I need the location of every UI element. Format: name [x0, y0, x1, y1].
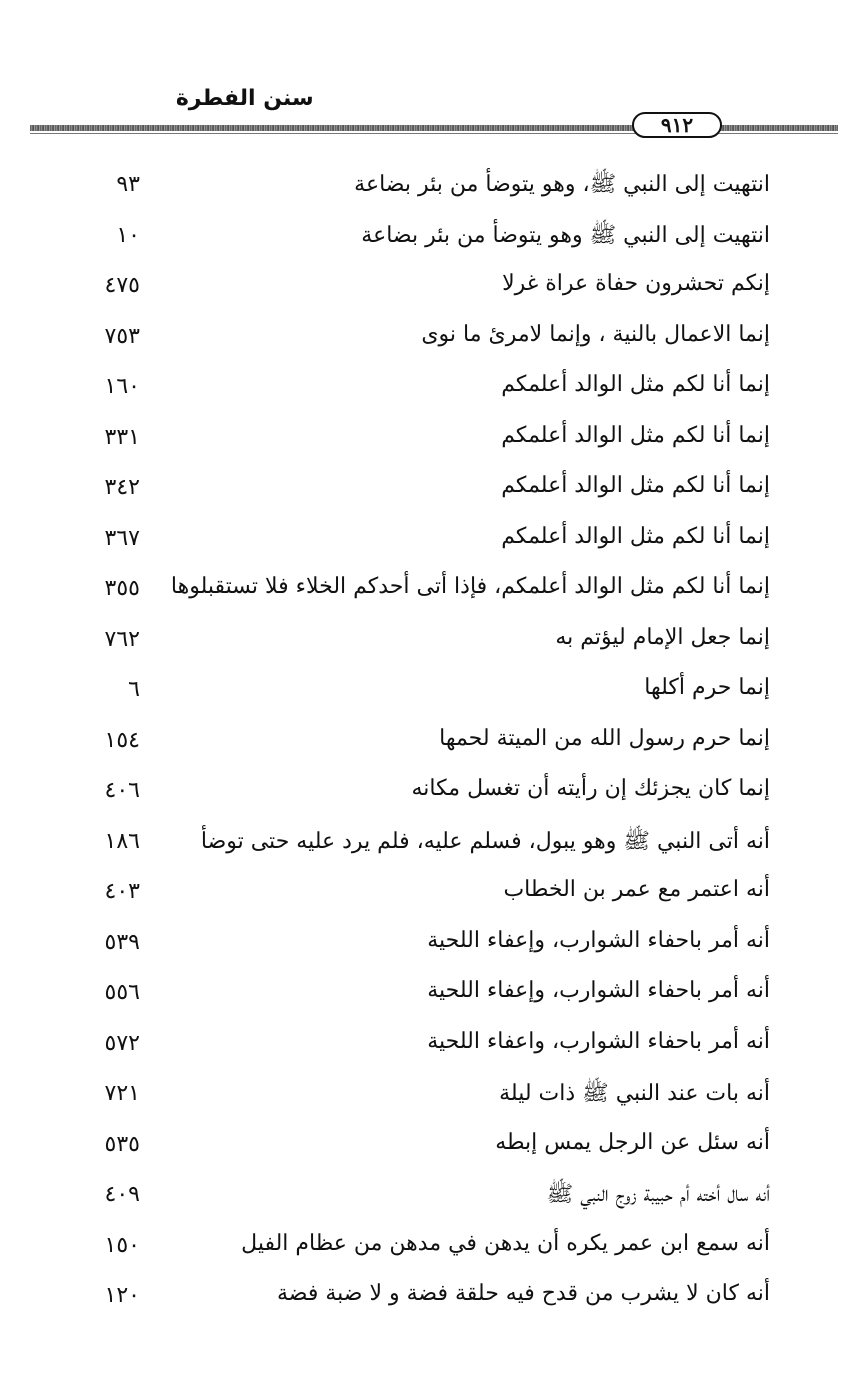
entry-page-number: ٤٠٦ [104, 778, 140, 803]
index-entry [0, 1019, 868, 1070]
index-list [0, 160, 868, 1322]
entry-page-number: ١٦٠ [104, 374, 140, 399]
entry-text: انتهيت إلى النبي ﷺ، وهو يتوضأ من بئر بضاعة [354, 172, 770, 197]
entry-page-number: ٩٣ [116, 172, 140, 197]
index-entry [0, 564, 868, 615]
index-entry [0, 211, 868, 262]
entry-text: إنما أنا لكم مثل الوالد أعلمكم [501, 372, 770, 397]
entry-text: أنه بات عند النبي ﷺ ذات ليلة [499, 1081, 770, 1106]
entry-text: أنه أتى النبي ﷺ وهو يبول، فسلم عليه، فلم يرد عليه حتى توضأ [200, 828, 770, 854]
entry-page-number: ٧٥٣ [104, 323, 140, 349]
index-entry [0, 968, 868, 1019]
entry-text: أنه أمر باحفاء الشوارب، واعفاء اللحية [427, 1028, 770, 1054]
index-entry [0, 261, 868, 312]
entry-text: إنما الاعمال بالنية ، وإنما لامرئ ما نوى [421, 321, 770, 347]
entry-text: إنما أنا لكم مثل الوالد أعلمكم، فإذا أتى أحدكم الخلاء فلا تستقبلوها [170, 574, 770, 599]
entry-text: إنما كان يجزئك إن رأيته أن تغسل مكانه [411, 776, 770, 801]
entry-page-number: ١٨٦ [104, 828, 140, 854]
entry-text: أنه أمر باحفاء الشوارب، وإعفاء اللحية [427, 927, 770, 953]
entry-page-number: ٧٢١ [104, 1081, 140, 1106]
entry-text: إنما أنا لكم مثل الوالد أعلمكم [501, 473, 770, 498]
index-entry [0, 1221, 868, 1272]
entry-page-number: ١٥٤ [104, 727, 140, 753]
index-entry [0, 463, 868, 514]
entry-text: أنه سمع ابن عمر يكره أن يدهن في مدهن من عظام الفيل [241, 1230, 770, 1256]
entry-text: أنه أمر باحفاء الشوارب، وإعفاء اللحية [427, 978, 770, 1003]
entry-page-number: ٣٤٢ [104, 475, 140, 500]
entry-text: انتهيت إلى النبي ﷺ وهو يتوضأ من بئر بضاعة [361, 222, 770, 248]
index-entry [0, 514, 868, 565]
entry-page-number: ٤٧٥ [104, 273, 140, 298]
index-entry [0, 413, 868, 464]
entry-text: أنه سئل عن الرجل يمس إبطه [495, 1129, 770, 1155]
entry-page-number: ٣٥٥ [104, 576, 140, 601]
index-entry [0, 716, 868, 767]
entry-page-number: ٤٠٩ [104, 1182, 140, 1207]
entry-text: إنكم تحشرون حفاة عراة غرلا [502, 271, 770, 296]
entry-page-number: ٧٦٢ [104, 626, 140, 652]
index-entry [0, 1271, 868, 1322]
entry-text: إنما حرم رسول الله من الميتة لحمها [439, 725, 770, 751]
index-entry [0, 1069, 868, 1120]
entry-page-number: ٥٧٢ [104, 1030, 140, 1056]
index-entry [0, 665, 868, 716]
entry-page-number: ٣٦٧ [104, 525, 140, 551]
entry-text: أنه كان لا يشرب من قدح فيه حلقة فضة و لا ضبة فضة [276, 1281, 770, 1306]
entry-page-number: ٦ [128, 677, 140, 702]
entry-text: أنه اعتمر مع عمر بن الخطاب [503, 877, 770, 902]
entry-text: إنما أنا لكم مثل الوالد أعلمكم [501, 523, 770, 549]
index-entry [0, 312, 868, 363]
index-entry [0, 867, 868, 918]
entry-page-number: ١٢٠ [104, 1283, 140, 1308]
index-entry [0, 817, 868, 868]
entry-page-number: ٥٣٥ [104, 1131, 140, 1157]
page-number: ٩١٢ [632, 112, 722, 138]
index-entry [0, 918, 868, 969]
index-entry [0, 766, 868, 817]
entry-page-number: ١٥٠ [104, 1232, 140, 1258]
entry-page-number: ٤٠٣ [104, 879, 140, 904]
index-entry [0, 1170, 868, 1221]
entry-text: أنه سال أخته أم حبيبة زوج النبي ﷺ [546, 1182, 770, 1207]
entry-page-number: ٣٣١ [104, 424, 140, 450]
entry-text: إنما حرم أكلها [644, 675, 770, 700]
entry-page-number: ١٠ [116, 222, 140, 248]
entry-text: إنما أنا لكم مثل الوالد أعلمكم [501, 422, 770, 448]
running-header-title: سنن الفطرة [175, 86, 314, 111]
entry-page-number: ٥٣٩ [104, 929, 140, 955]
entry-page-number: ٥٥٦ [104, 980, 140, 1005]
entry-text: إنما جعل الإمام ليؤتم به [555, 624, 770, 650]
index-entry [0, 160, 868, 211]
index-entry [0, 615, 868, 666]
index-entry [0, 362, 868, 413]
index-entry [0, 1120, 868, 1171]
